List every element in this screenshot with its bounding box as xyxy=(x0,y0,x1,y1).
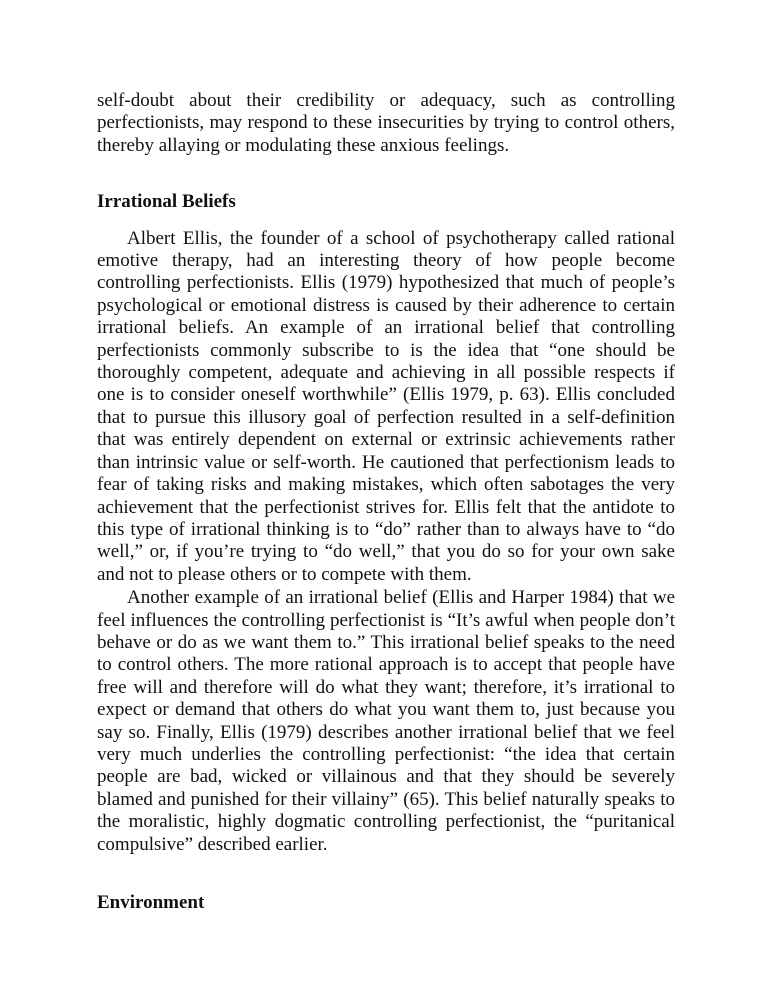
intro-paragraph: self-doubt about their credibility or adequacy, such as controlling perfectionists, may respond to these insecurities by trying to control others, thereby allaying or modulating these anxious feelings. xyxy=(97,90,675,156)
section-heading-irrational-beliefs: Irrational Beliefs xyxy=(97,191,236,213)
body-paragraph: Another example of an irrational belief (Ellis and Harper 1984) that we feel influences the controlling perfectionist is “It’s awful when people don’t behave or do as we want them to.” This irrational belief speaks to the need to control others. The more rational approach is to accept that people have free will and therefore will do what they want; therefore, it’s irrational to expect or demand that others do what you want them to, just because you say so. Finally, Ellis (1979) describes another irrational belief that we feel very much underlies the controlling perfectionist: “the idea that certain people are bad, wicked or villainous and that they should be severely blamed and punished for their villainy” (65). This belief naturally speaks to the moralistic, highly dogmatic controlling perfectionist, the “puritanical compulsive” described earlier. xyxy=(97,587,675,855)
section-heading-environment: Environment xyxy=(97,892,205,913)
body-paragraph: Albert Ellis, the founder of a school of psychotherapy called rational emotive therapy, had an interesting theory of how people become controlling perfectionists. Ellis (1979) hypothesized that much of people’s psychological or emotional distress is caused by their adherence to certain irrational beliefs. An example of an irrational belief that controlling perfectionists commonly subscribe to is the idea that “one should be thoroughly competent, adequate and achieving in all possible respects if one is to consider oneself worthwhile” (Ellis 1979, p. 63). Ellis concluded that to pursue this illusory goal of perfection resulted in a self-definition that was entirely dependent on external or extrinsic achievements rather than intrinsic value or self-worth. He cautioned that perfectionism leads to fear of taking risks and making mistakes, which often sabotages the very achievement that the perfectionist strives for. Ellis felt that the antidote to this type of irrational thinking is to “do” rather than to always have to “do well,” or, if you’re trying to “do well,” that you do so for your own sake and not to please others or to compete with them. xyxy=(97,227,675,585)
document-page xyxy=(97,90,675,914)
